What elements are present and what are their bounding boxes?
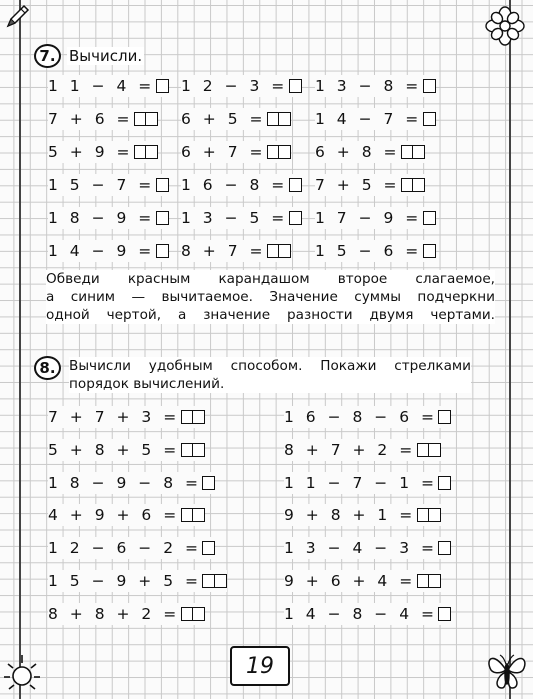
- answer-box[interactable]: [202, 541, 215, 555]
- exercise: [181, 207, 302, 229]
- answer-boxes: [423, 244, 436, 258]
- answer-box[interactable]: [423, 211, 436, 225]
- answer-boxes: [181, 410, 206, 424]
- answer-box[interactable]: [192, 607, 205, 621]
- answer-boxes: [181, 508, 206, 522]
- exercise-expression: 1 4 − 8 − 4 =: [284, 604, 438, 623]
- answer-boxes: [289, 79, 302, 93]
- answer-box[interactable]: [202, 476, 215, 490]
- exercise-expression: 1 3 − 8 =: [315, 77, 422, 95]
- exercise-expression: 1 1 − 7 − 1 =: [284, 473, 438, 492]
- sun-icon: [4, 650, 44, 694]
- answer-boxes: [181, 607, 206, 621]
- answer-box[interactable]: [289, 178, 302, 192]
- answer-box[interactable]: [156, 244, 169, 258]
- answer-box[interactable]: [438, 410, 451, 424]
- right-margin-line: [509, 0, 511, 699]
- exercise-expression: 4 + 9 + 6 =: [48, 506, 180, 525]
- exercise-expression: 7 + 5 =: [315, 176, 400, 194]
- exercise: [48, 108, 158, 130]
- answer-box[interactable]: [438, 476, 451, 490]
- answer-box[interactable]: [156, 79, 169, 93]
- exercise: [181, 240, 291, 262]
- answer-boxes: [417, 574, 442, 588]
- answer-box[interactable]: [438, 541, 451, 555]
- answer-boxes: [423, 79, 436, 93]
- answer-boxes: [401, 178, 426, 192]
- answer-box[interactable]: [428, 443, 441, 457]
- exercise: [48, 141, 158, 163]
- exercise: [48, 603, 205, 625]
- answer-boxes: [423, 211, 436, 225]
- answer-box[interactable]: [214, 574, 227, 588]
- answer-boxes: [202, 476, 215, 490]
- answer-box[interactable]: [412, 178, 425, 192]
- exercise: [181, 174, 302, 196]
- task8-title-line: Вычисли удобным способом. Покажи стрелками: [69, 358, 471, 374]
- answer-boxes: [202, 541, 215, 555]
- answer-box[interactable]: [278, 145, 291, 159]
- answer-box[interactable]: [192, 508, 205, 522]
- answer-box[interactable]: [289, 79, 302, 93]
- exercise: [315, 240, 436, 262]
- task8-title: [69, 357, 471, 393]
- answer-boxes: [181, 443, 206, 457]
- answer-boxes: [156, 178, 169, 192]
- task7-instruction: [46, 270, 495, 324]
- exercise-expression: 5 + 9 =: [48, 143, 133, 161]
- answer-box[interactable]: [423, 79, 436, 93]
- exercise: [315, 174, 425, 196]
- task8-title-line: порядок вычислений.: [69, 376, 225, 392]
- exercise-expression: 1 5 − 6 =: [315, 242, 422, 260]
- butterfly-icon: [484, 646, 530, 696]
- exercise-expression: 8 + 8 + 2 =: [48, 604, 180, 623]
- exercise-expression: 7 + 6 =: [48, 110, 133, 128]
- answer-boxes: [438, 607, 451, 621]
- exercise-expression: 1 2 − 3 =: [181, 77, 288, 95]
- exercise-expression: 1 7 − 9 =: [315, 209, 422, 227]
- flower-icon: [483, 6, 527, 46]
- exercise: [48, 207, 169, 229]
- answer-box[interactable]: [145, 112, 158, 126]
- exercise: [48, 537, 215, 559]
- exercise-expression: 6 + 5 =: [181, 110, 266, 128]
- answer-box[interactable]: [278, 244, 291, 258]
- exercise: [284, 570, 441, 592]
- exercise-expression: 1 3 − 4 − 3 =: [284, 539, 438, 558]
- answer-boxes: [134, 112, 159, 126]
- answer-box[interactable]: [145, 145, 158, 159]
- answer-boxes: [156, 211, 169, 225]
- task7-instruction-line: одной чертой, а значение разности двумя чертами.: [46, 307, 495, 323]
- exercise: [284, 537, 451, 559]
- pencil-icon: [4, 4, 30, 30]
- exercise: [315, 75, 436, 97]
- exercise-expression: 1 5 − 7 =: [48, 176, 155, 194]
- answer-box[interactable]: [156, 178, 169, 192]
- task7-instruction-line: а синим — вычитаемое. Значение суммы подчеркни: [46, 289, 495, 305]
- task7-header: [34, 44, 144, 68]
- exercise: [284, 406, 451, 428]
- answer-boxes: [156, 79, 169, 93]
- answer-boxes: [267, 244, 292, 258]
- exercise: [48, 570, 227, 592]
- answer-box[interactable]: [428, 508, 441, 522]
- exercise-expression: 9 + 6 + 4 =: [284, 572, 416, 590]
- answer-box[interactable]: [192, 410, 205, 424]
- exercise-expression: 9 + 8 + 1 =: [284, 506, 416, 525]
- answer-boxes: [438, 476, 451, 490]
- exercise: [315, 141, 425, 163]
- answer-boxes: [289, 178, 302, 192]
- exercise: [48, 504, 205, 526]
- answer-box[interactable]: [412, 145, 425, 159]
- answer-boxes: [134, 145, 159, 159]
- answer-box[interactable]: [289, 211, 302, 225]
- answer-box[interactable]: [278, 112, 291, 126]
- left-margin-line: [19, 0, 21, 699]
- exercise: [181, 75, 302, 97]
- exercise-expression: 1 8 − 9 − 8 =: [48, 473, 202, 492]
- exercise: [284, 504, 441, 526]
- task8-header: [34, 357, 471, 393]
- task7-title: Вычисли.: [69, 47, 143, 65]
- answer-boxes: [289, 211, 302, 225]
- exercise: [181, 108, 291, 130]
- page-number: 19: [230, 646, 290, 686]
- exercise: [284, 603, 451, 625]
- answer-boxes: [267, 145, 292, 159]
- exercise: [48, 75, 169, 97]
- exercise-expression: 1 4 − 9 =: [48, 242, 155, 260]
- exercise-expression: 6 + 7 =: [181, 143, 266, 161]
- answer-box[interactable]: [192, 443, 205, 457]
- exercise: [181, 141, 291, 163]
- exercise-expression: 1 5 − 9 + 5 =: [48, 572, 202, 590]
- answer-box[interactable]: [438, 607, 451, 621]
- answer-boxes: [202, 574, 227, 588]
- exercise: [315, 108, 436, 130]
- answer-box[interactable]: [428, 574, 441, 588]
- task7-number-badge: 7.: [34, 44, 61, 68]
- answer-boxes: [423, 112, 436, 126]
- exercise-expression: 1 4 − 7 =: [315, 110, 422, 128]
- exercise-expression: 1 6 − 8 =: [181, 176, 288, 194]
- answer-box[interactable]: [423, 112, 436, 126]
- exercise: [48, 472, 215, 494]
- exercise-expression: 7 + 7 + 3 =: [48, 408, 180, 426]
- answer-boxes: [267, 112, 292, 126]
- task8-number-badge: 8.: [34, 356, 61, 380]
- exercise: [315, 207, 436, 229]
- exercise: [284, 472, 451, 494]
- answer-boxes: [401, 145, 426, 159]
- exercise: [284, 439, 441, 461]
- exercise-expression: 1 2 − 6 − 2 =: [48, 539, 202, 558]
- answer-box[interactable]: [156, 211, 169, 225]
- exercise: [48, 439, 205, 461]
- exercise: [48, 240, 169, 262]
- exercise-expression: 1 3 − 5 =: [181, 209, 288, 227]
- exercise: [48, 174, 169, 196]
- answer-boxes: [417, 508, 442, 522]
- exercise-expression: 6 + 8 =: [315, 143, 400, 161]
- exercise-expression: 1 8 − 9 =: [48, 209, 155, 227]
- task7-instruction-line: Обведи красным карандашом второе слагаемое,: [46, 271, 495, 287]
- answer-box[interactable]: [423, 244, 436, 258]
- exercise-expression: 1 6 − 8 − 6 =: [284, 408, 438, 426]
- exercise: [48, 406, 205, 428]
- answer-boxes: [417, 443, 442, 457]
- exercise-expression: 5 + 8 + 5 =: [48, 440, 180, 459]
- exercise-expression: 8 + 7 =: [181, 242, 266, 260]
- answer-boxes: [438, 541, 451, 555]
- answer-boxes: [156, 244, 169, 258]
- answer-boxes: [438, 410, 451, 424]
- exercise-expression: 1 1 − 4 =: [48, 77, 155, 95]
- exercise-expression: 8 + 7 + 2 =: [284, 440, 416, 459]
